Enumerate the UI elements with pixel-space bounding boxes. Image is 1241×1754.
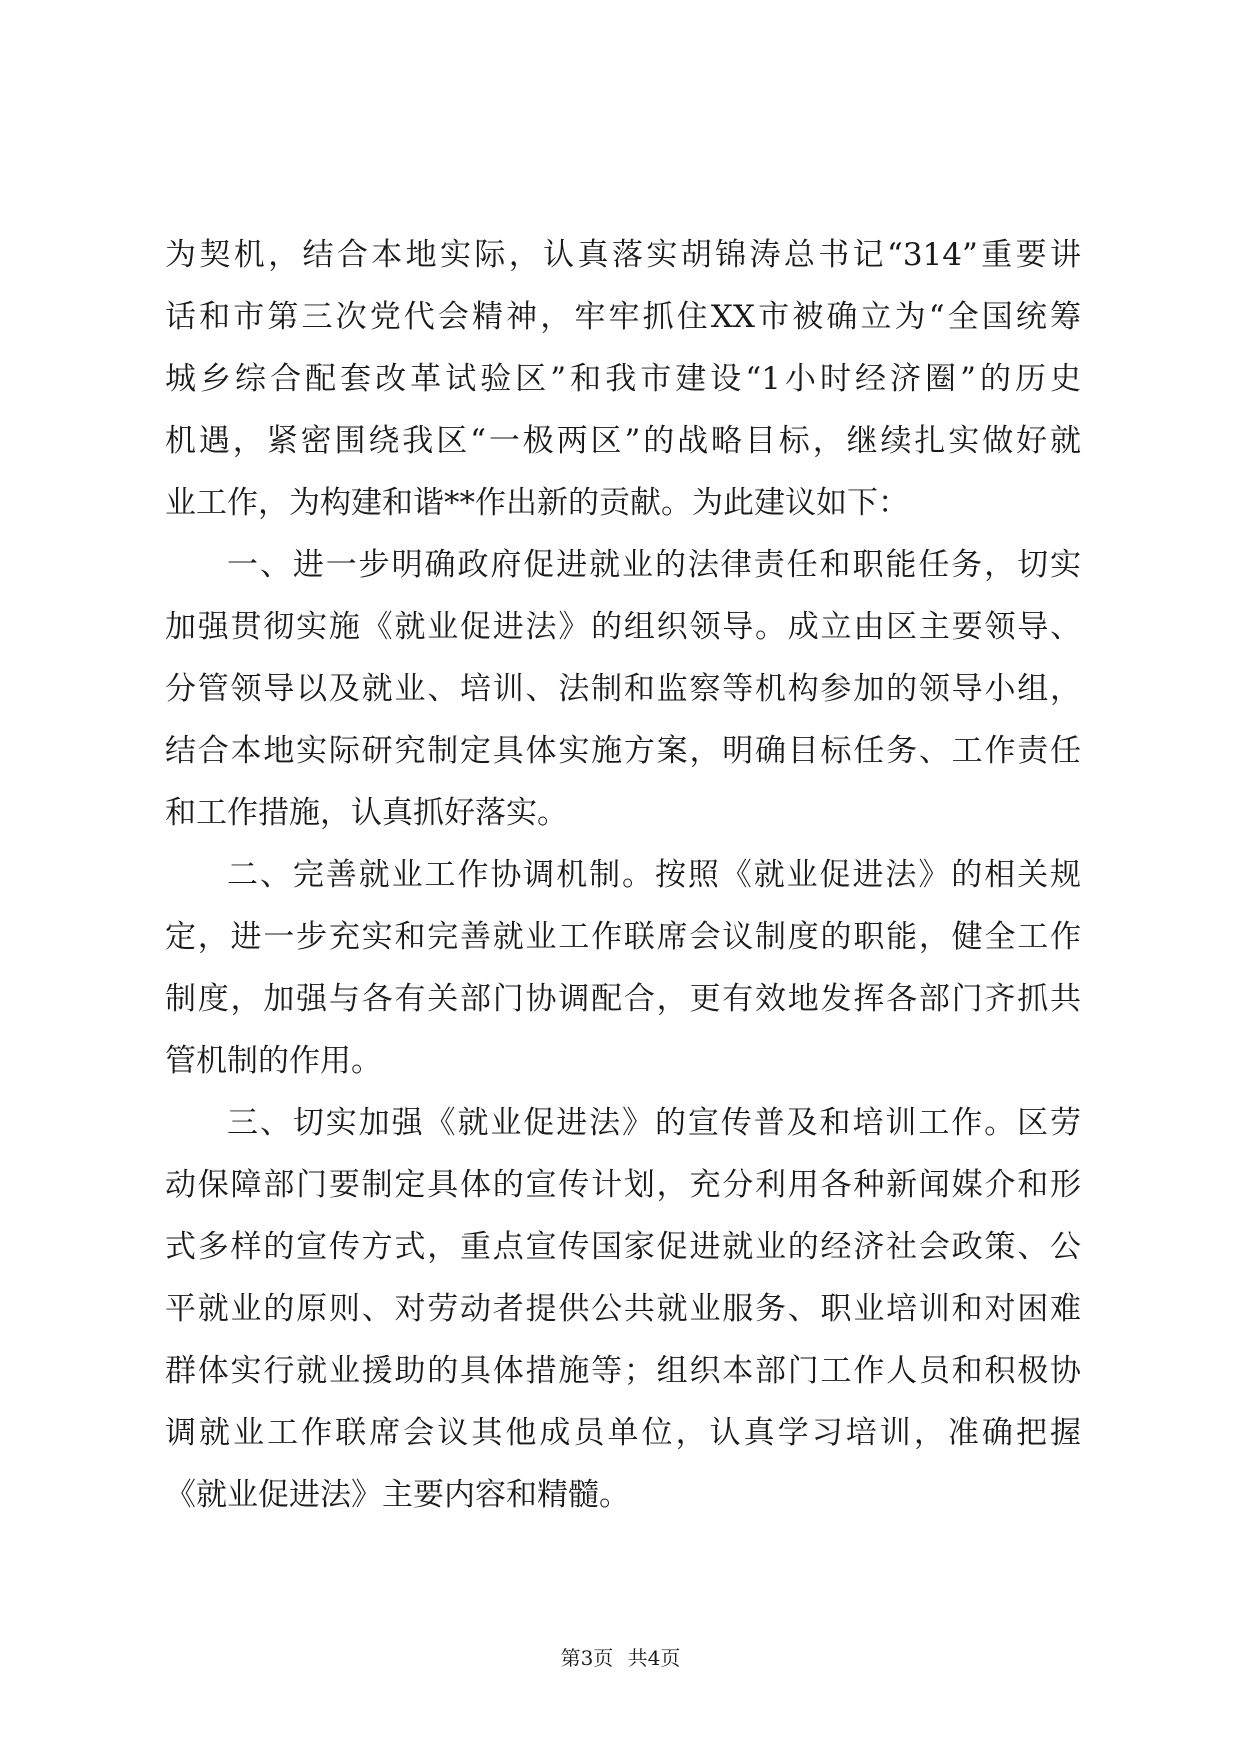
text-line: 平就业的原则、对劳动者提供公共就业服务、职业培训和对困难 (165, 1291, 1081, 1327)
document-body (165, 224, 1081, 1526)
page-number: 第3页 (560, 1646, 614, 1670)
text-line: 群体实行就业援助的具体措施等；组织本部门工作人员和积极协 (165, 1353, 1081, 1389)
page-total: 共4页 (627, 1646, 681, 1670)
text-line: 为契机，结合本地实际，认真落实胡锦涛总书记“314”重要讲 (165, 237, 1081, 273)
text-line: 机遇，紧密围绕我区“一极两区”的战略目标，继续扎实做好就 (165, 423, 1081, 459)
text-line: 动保障部门要制定具体的宣传计划，充分利用各种新闻媒介和形 (165, 1167, 1081, 1203)
text-line: 分管领导以及就业、培训、法制和监察等机构参加的领导小组， (165, 671, 1081, 707)
paragraph-first-line: 二、完善就业工作协调机制。按照《就业促进法》的相关规 (227, 857, 1081, 893)
text-line: 管机制的作用。 (165, 1043, 382, 1079)
text-line: 式多样的宣传方式，重点宣传国家促进就业的经济社会政策、公 (165, 1229, 1081, 1265)
text-line: 话和市第三次党代会精神，牢牢抓住XX市被确立为“全国统筹 (165, 299, 1081, 335)
text-line: 和工作措施，认真抓好落实。 (165, 795, 568, 831)
text-line: 城乡综合配套改革试验区”和我市建设“1小时经济圈”的历史 (165, 361, 1081, 397)
paragraph-first-line: 一、进一步明确政府促进就业的法律责任和职能任务，切实 (227, 547, 1081, 583)
text-line: 加强贯彻实施《就业促进法》的组织领导。成立由区主要领导、 (165, 609, 1081, 645)
paragraph-first-line: 三、切实加强《就业促进法》的宣传普及和培训工作。区劳 (227, 1105, 1081, 1141)
text-line: 定，进一步充实和完善就业工作联席会议制度的职能，健全工作 (165, 919, 1081, 955)
text-line: 制度，加强与各有关部门协调配合，更有效地发挥各部门齐抓共 (165, 981, 1081, 1017)
text-line: 业工作，为构建和谐**作出新的贡献。为此建议如下： (165, 485, 909, 521)
text-line: 《就业促进法》主要内容和精髓。 (165, 1477, 630, 1513)
page-footer (0, 1644, 1241, 1672)
text-line: 调就业工作联席会议其他成员单位，认真学习培训，准确把握 (165, 1415, 1081, 1451)
text-line: 结合本地实际研究制定具体实施方案，明确目标任务、工作责任 (165, 733, 1081, 769)
